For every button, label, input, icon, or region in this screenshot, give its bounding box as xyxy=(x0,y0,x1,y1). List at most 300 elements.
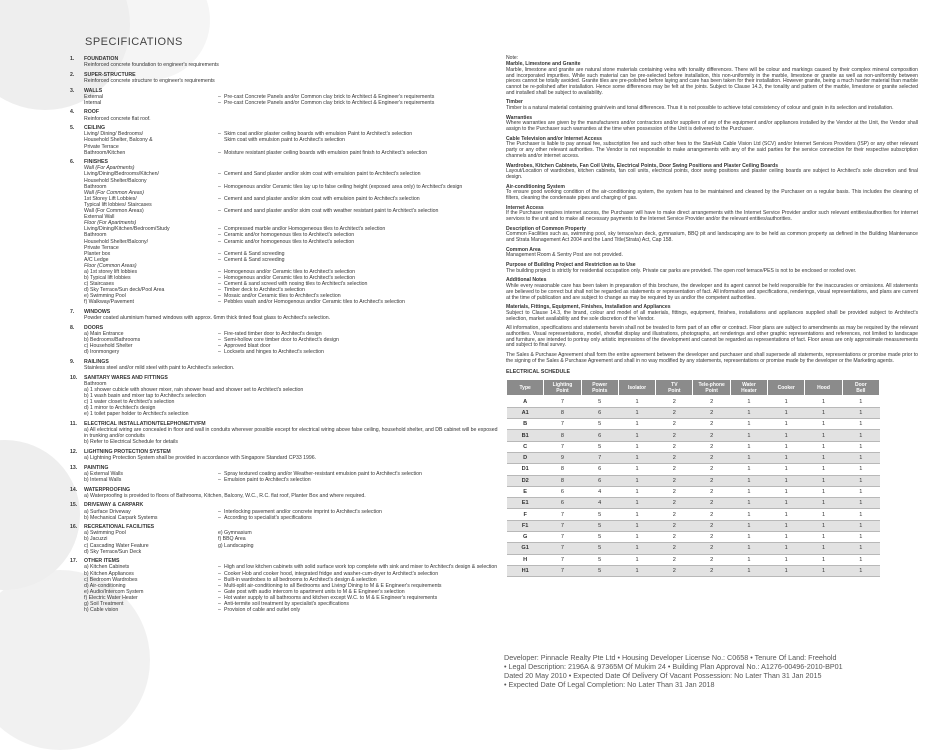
dash-separator: – xyxy=(218,582,221,589)
table-cell: 2 xyxy=(656,430,693,441)
table-header-cell: Hood xyxy=(805,380,842,396)
spec-row-label: 1st Storey Lift Lobbies/ Typical lift lobbies/ Staircases xyxy=(84,195,152,208)
note-text: All information, specifications and statements herein shall not be treated to form part of an offer or contract. Floor plans are subject to amendments as may be required by the relevant authorities. Visual representations, model, showflat display and illustrations, photographs, art renderings and other graphic representations and references, not limited to landscape and furniture, are intended to portray only artistic impressions of the development and cannot be regarded as representations of fact. Floor areas are only approximate measurements and subject to final survey. xyxy=(506,324,918,349)
spec-row-label: f) Walkway/Pavement xyxy=(84,299,134,306)
spec-row-label: External xyxy=(84,93,104,100)
table-row xyxy=(507,486,880,497)
table-cell: A1 xyxy=(507,407,544,418)
table-cell: 1 xyxy=(805,565,842,576)
table-cell: 1 xyxy=(842,407,879,418)
note-block xyxy=(506,185,918,203)
table-header-row xyxy=(507,380,880,396)
table-cell: 7 xyxy=(544,543,581,554)
spec-number: 13. xyxy=(70,464,78,471)
spec-row-label: Living/Dining/Kitchen/Bedroom/Study xyxy=(84,226,170,233)
note-text: The building project is strictly for residential occupation only. Private car parks are provided. The open roof terrace/PES is not to be enclosed or roofed over. xyxy=(506,267,857,274)
table-cell: 7 xyxy=(544,554,581,565)
spec-row-description: High and low kitchen cabinets with solid surface work top complete with sink and mixer to Architect's design & selection xyxy=(224,564,498,571)
table-cell: 1 xyxy=(842,532,879,543)
dash-separator: – xyxy=(218,299,221,306)
spec-text: a) All electrical wiring are concealed in floor and wall in conduits wherever possible except for electrical wiring above false ceiling, household shelter, and DB cabinet will be exposed in trunking and/or conduits b) Refer to Electrical Schedule for details xyxy=(84,427,498,446)
table-cell: B xyxy=(507,419,544,430)
dash-separator: – xyxy=(218,514,221,521)
facility-item: e) Gymnasium xyxy=(218,530,252,537)
spec-row xyxy=(84,239,498,251)
table-cell: 1 xyxy=(768,498,805,509)
table-row xyxy=(507,475,880,486)
spec-row-description: Ceramic and/or homogenous tiles to Architect's selection xyxy=(224,232,355,239)
table-cell: 5 xyxy=(581,532,618,543)
spec-row-label: g) Soil Treatment xyxy=(84,601,124,607)
table-row xyxy=(507,464,880,475)
dash-separator: – xyxy=(218,470,221,477)
table-cell: 1 xyxy=(842,430,879,441)
spec-row-description: Pebbles wash and/or Homogenous and/or Ceramic tiles to Architect's selection xyxy=(224,299,405,306)
facility-item: g) Landscaping xyxy=(218,542,254,549)
spec-row xyxy=(84,131,498,149)
spec-text: Reinforced concrete flat roof. xyxy=(84,115,151,122)
spec-section xyxy=(70,56,498,68)
spec-row-label: c) Staircases xyxy=(84,281,114,288)
table-cell: 2 xyxy=(656,498,693,509)
table-cell: 1 xyxy=(842,464,879,475)
spec-heading: ELECTRICAL INSTALLATION/TELEPHONE/TV/FM xyxy=(84,421,206,427)
dash-separator: – xyxy=(218,238,221,245)
spec-row-label: b) Bedrooms/Bathrooms xyxy=(84,337,141,344)
table-cell: 2 xyxy=(656,543,693,554)
table-cell: 1 xyxy=(618,486,655,497)
table-cell: 5 xyxy=(581,520,618,531)
dash-separator: – xyxy=(218,232,221,239)
footer-legal-text xyxy=(504,654,934,690)
table-cell: 2 xyxy=(656,486,693,497)
spec-body xyxy=(84,109,498,121)
table-row xyxy=(507,498,880,509)
spec-heading: CEILING xyxy=(84,125,106,132)
table-cell: 2 xyxy=(693,396,730,407)
table-cell: 1 xyxy=(618,441,655,452)
spec-heading: PAINTING xyxy=(84,464,109,471)
spec-section xyxy=(70,109,498,121)
table-cell: E1 xyxy=(507,498,544,509)
dash-separator: – xyxy=(218,570,221,577)
table-cell: 1 xyxy=(805,419,842,430)
spec-row-description: Interlocking pavement and/or concrete imprint to Architect's selection xyxy=(224,508,382,515)
table-cell: 1 xyxy=(768,543,805,554)
table-cell: 1 xyxy=(618,407,655,418)
note-block xyxy=(506,248,918,260)
spec-text: a) Waterproofing is provided to floors of Bathrooms, Kitchen, Balcony, W.C., R.C. flat roof, Planter Box and where required. xyxy=(84,492,366,499)
spec-section xyxy=(70,359,498,371)
spec-section xyxy=(70,421,498,445)
note-heading: Air-conditioning System xyxy=(506,183,565,190)
spec-row-label: Floor (Common Areas) xyxy=(84,262,137,269)
dash-separator: – xyxy=(218,275,221,282)
facility-item: d) Sky Terrace/Sun Deck xyxy=(84,548,142,555)
spec-heading: FOUNDATION xyxy=(84,56,119,62)
spec-number: 5. xyxy=(70,125,75,132)
note-text: Common Facilities such as, swimming pool, sky terrace/sun deck, gymnasium, BBQ pit and landscaping are to be held as common property as defined in the Building Maintenance and Strata Management Act 2004 and the Land Title(Strata) Act, Cap 158. xyxy=(506,231,918,244)
table-cell: 1 xyxy=(805,452,842,463)
specifications-list xyxy=(70,56,498,617)
table-cell: 6 xyxy=(581,475,618,486)
dash-separator: – xyxy=(218,293,221,300)
facility-item: f) BBQ Area xyxy=(218,536,246,543)
dash-separator: – xyxy=(218,331,221,337)
table-cell: 2 xyxy=(693,532,730,543)
table-cell: 1 xyxy=(768,520,805,531)
table-cell: 1 xyxy=(730,430,767,441)
spec-row-description: Homogenous and/or Ceramic tiles to Architect's selection xyxy=(224,275,356,282)
table-cell: 8 xyxy=(544,464,581,475)
table-header-cell: Water Heater xyxy=(730,380,767,396)
spec-row-label: Bathroom xyxy=(84,232,107,239)
note-block xyxy=(506,278,918,301)
spec-row-description: Compressed marble and/or Homogeneous tiles to Architect's selection xyxy=(224,226,386,233)
table-cell: 6 xyxy=(581,407,618,418)
table-cell: 1 xyxy=(730,475,767,486)
table-cell: 1 xyxy=(805,464,842,475)
spec-row-label: b) Kitchen Appliances xyxy=(84,570,134,577)
table-cell: 5 xyxy=(581,543,618,554)
spec-row-description: Gate post with audio intercom to apartment units to M & E Engineer's selection xyxy=(224,588,405,595)
table-cell: 2 xyxy=(693,407,730,418)
table-cell: 1 xyxy=(768,396,805,407)
table-cell: 1 xyxy=(842,509,879,520)
table-cell: 1 xyxy=(618,532,655,543)
table-cell: 2 xyxy=(693,430,730,441)
spec-row-description: Provision of cable and outlet only xyxy=(224,607,301,614)
note-heading: Additional Notes xyxy=(506,277,547,283)
dash-separator: – xyxy=(218,171,221,178)
table-cell: 8 xyxy=(544,430,581,441)
spec-section xyxy=(70,465,498,483)
dash-separator: – xyxy=(218,564,221,571)
note-heading: Materials, Fittings, Equipment, Finishes, Installation and Appliances xyxy=(506,303,671,310)
spec-body xyxy=(84,309,498,321)
table-cell: 7 xyxy=(544,509,581,520)
spec-number: 11. xyxy=(70,421,77,427)
spec-section xyxy=(70,72,498,84)
table-cell: 1 xyxy=(730,407,767,418)
table-row xyxy=(507,441,880,452)
table-cell: 2 xyxy=(656,452,693,463)
spec-body xyxy=(84,359,498,371)
spec-section xyxy=(70,159,498,305)
spec-row-description: Emulsion paint to Architect's selection xyxy=(224,476,311,483)
spec-row-label: h) Cable vision xyxy=(84,607,119,614)
spec-body xyxy=(84,375,498,418)
table-cell: 1 xyxy=(730,498,767,509)
table-cell: 6 xyxy=(544,498,581,509)
spec-row-description: Locksets and hinges to Architect's selection xyxy=(224,349,324,356)
table-cell: 1 xyxy=(842,419,879,430)
table-row xyxy=(507,532,880,543)
table-cell: 1 xyxy=(618,475,655,486)
table-header-cell: Cooker xyxy=(768,380,805,396)
dash-separator: – xyxy=(218,476,221,483)
table-cell: 2 xyxy=(693,475,730,486)
spec-row-label: Internal xyxy=(84,99,102,106)
table-cell: 1 xyxy=(618,554,655,565)
spec-section xyxy=(70,558,498,613)
footer-line: Developer: Pinnacle Realty Pte Ltd • Housing Developer License No.: C0658 • Tenure Of Land: Freehold xyxy=(504,653,837,662)
spec-section xyxy=(70,325,498,355)
table-cell: 1 xyxy=(842,475,879,486)
page-title: SPECIFICATIONS xyxy=(85,36,183,48)
table-cell: 2 xyxy=(656,407,693,418)
table-cell: 1 xyxy=(842,441,879,452)
dash-separator: – xyxy=(218,349,221,356)
note-text: Timber is a natural material containing grain/vein and tonal differences. Thus it is not possible to achieve total consistency of colour and grain in its selection and installation. xyxy=(506,105,894,112)
spec-body xyxy=(84,421,498,445)
dash-separator: – xyxy=(218,508,221,515)
spec-body xyxy=(84,502,498,520)
table-cell: 2 xyxy=(693,441,730,452)
spec-row-label: a) Kitchen Cabinets xyxy=(84,564,130,571)
note-block xyxy=(506,206,918,224)
table-cell: 2 xyxy=(693,452,730,463)
facilities-column xyxy=(84,530,218,554)
spec-section xyxy=(70,487,498,499)
table-cell: 1 xyxy=(768,407,805,418)
spec-row xyxy=(84,515,498,521)
table-cell: 7 xyxy=(544,396,581,407)
table-cell: 7 xyxy=(544,520,581,531)
table-cell: 1 xyxy=(805,498,842,509)
spec-row-label: a) 1st storey lift lobbies xyxy=(84,268,138,275)
dash-separator: – xyxy=(218,183,221,190)
table-cell: 1 xyxy=(730,532,767,543)
table-cell: 1 xyxy=(730,543,767,554)
table-cell: 1 xyxy=(842,543,879,554)
spec-row-description: Moisture resistant plaster ceiling boards with emulsion paint finish to Architect's selection xyxy=(224,149,428,156)
table-cell: 1 xyxy=(730,565,767,576)
table-cell: G1 xyxy=(507,543,544,554)
spec-row-label: b) Mechanical Carpark Systems xyxy=(84,514,158,521)
spec-body xyxy=(84,449,498,461)
dash-separator: – xyxy=(218,594,221,601)
note-text: Subject to Clause 14.3, the brand, colour and model of all materials, fittings, equipment, finishes, installations and appliances supplied shall be provided subject to Architect's selection, market availability and the sole discretion of the Vendor. xyxy=(506,309,918,322)
dash-separator: – xyxy=(218,268,221,275)
spec-number: 3. xyxy=(70,87,75,94)
spec-row-description: Built-in wardrobes to all bedrooms to Architect's design & selection xyxy=(224,576,377,583)
table-cell: 1 xyxy=(730,464,767,475)
table-header-cell: Power Points xyxy=(581,380,618,396)
table-cell: 5 xyxy=(581,441,618,452)
note-text: To ensure good working condition of the air-conditioning system, the system has to be maintained and cleaned by the Purchaser on a regular basis. This includes the cleaning of filters, cleaning the condensate pipes and charging of gas. xyxy=(506,189,918,202)
table-cell: D xyxy=(507,452,544,463)
spec-row-description: Homogenous and/or Ceramic tiles lay up to false ceiling height (exposed area only) to Architect's design xyxy=(224,183,463,190)
spec-number: 1. xyxy=(70,56,75,62)
spec-row-description: Multi-split air-conditioning to all Bedrooms and Living/ Dining to M & E Engineer's requirements xyxy=(224,582,442,589)
note-text: The Sales & Purchase Agreement shall form the entire agreement between the developer and purchaser and shall supersede all statements, representations or promise made prior to the signing of the Sales & Purchase Agreement and shall in no way modified by any statements, representations or promise made by the developer or the Marketing agents. xyxy=(506,351,918,364)
spec-heading: DRIVEWAY & CARPARK xyxy=(84,502,144,509)
spec-section xyxy=(70,88,498,106)
spec-row-label: Wall (For Common Areas) External Wall xyxy=(84,208,144,221)
spec-text: Reinforced concrete structure to engineer's requirements xyxy=(84,77,215,84)
dash-separator: – xyxy=(218,607,221,614)
table-cell: 1 xyxy=(805,532,842,543)
spec-row-label: b) Internal Walls xyxy=(84,476,122,483)
spec-heading: RECREATIONAL FACILITIES xyxy=(84,524,155,531)
spec-row xyxy=(84,100,498,106)
dash-separator: – xyxy=(218,287,221,294)
dash-separator: – xyxy=(218,281,221,288)
table-cell: 9 xyxy=(544,452,581,463)
spec-section xyxy=(70,375,498,418)
table-cell: 2 xyxy=(693,464,730,475)
table-cell: 2 xyxy=(693,498,730,509)
table-cell: 2 xyxy=(656,554,693,565)
dash-separator: – xyxy=(218,337,221,344)
electrical-schedule-title: ELECTRICAL SCHEDULE xyxy=(506,369,571,376)
spec-row-label: b) Typical lift lobbies xyxy=(84,275,131,282)
table-cell: 1 xyxy=(805,520,842,531)
table-cell: 1 xyxy=(730,554,767,565)
table-cell: 1 xyxy=(618,509,655,520)
table-cell: 1 xyxy=(805,509,842,520)
table-cell: 1 xyxy=(768,452,805,463)
table-cell: 2 xyxy=(656,509,693,520)
spec-row xyxy=(84,196,498,208)
table-cell: 1 xyxy=(768,430,805,441)
note-heading: Wardrobes, Kitchen Cabinets, Fan Coil Units, Electrical Points, Door Swing Positions and Plaster Ceiling Boards xyxy=(506,162,779,169)
table-cell: H1 xyxy=(507,565,544,576)
table-cell: 1 xyxy=(768,419,805,430)
table-cell: 1 xyxy=(768,565,805,576)
spec-number: 4. xyxy=(70,109,75,116)
spec-row xyxy=(84,477,498,483)
table-cell: 1 xyxy=(618,430,655,441)
table-cell: 1 xyxy=(618,520,655,531)
table-cell: 1 xyxy=(730,509,767,520)
table-cell: 8 xyxy=(544,475,581,486)
table-cell: 1 xyxy=(768,441,805,452)
note-block xyxy=(506,227,918,245)
table-cell: 1 xyxy=(805,543,842,554)
dash-separator: – xyxy=(218,195,221,202)
table-row xyxy=(507,565,880,576)
spec-body xyxy=(84,487,498,499)
table-cell: 1 xyxy=(768,509,805,520)
spec-row-description: Spray textured coating and/or Weather-resistant emulsion paint to Architect's selection xyxy=(224,470,422,477)
facility-item: c) Cascading Water Feature xyxy=(84,542,149,549)
table-cell: 1 xyxy=(768,464,805,475)
facilities-grid xyxy=(84,530,498,554)
spec-row-label: d) Ironmongery xyxy=(84,349,120,356)
table-cell: 1 xyxy=(842,520,879,531)
table-header-cell: TV Point xyxy=(656,380,693,396)
spec-row-label: Bathroom/Kitchen xyxy=(84,149,126,156)
table-cell: 1 xyxy=(842,486,879,497)
spec-row-description: Skim coat and/or plaster ceiling boards with emulsion Paint to Architect's selection Skim coat with emulsion paint to Architect's selection xyxy=(224,131,413,144)
table-cell: 2 xyxy=(656,464,693,475)
table-header-cell: Type xyxy=(507,380,544,396)
table-cell: 1 xyxy=(842,498,879,509)
spec-row-label: Floor (For Apartments) xyxy=(84,220,137,227)
table-cell: 1 xyxy=(618,543,655,554)
table-cell: 1 xyxy=(842,452,879,463)
table-cell: 1 xyxy=(805,407,842,418)
dash-separator: – xyxy=(218,208,221,215)
spec-text: Bathroom a) 1 shower cubicle with shower mixer, rain shower head and shower set to Architect's selection b) 1 wash basin and mixer tap to Architect's selection c) 1 water closet to Architect's selection d) 1 mirror to Architect's design e) 1 toilet paper holder to Architect's selection xyxy=(84,380,304,418)
table-cell: 5 xyxy=(581,396,618,407)
spec-row-label: Bathroom xyxy=(84,183,107,190)
table-cell: 1 xyxy=(805,554,842,565)
spec-body xyxy=(84,125,498,155)
spec-body xyxy=(84,465,498,483)
table-row xyxy=(507,452,880,463)
table-cell: 1 xyxy=(805,475,842,486)
spec-row xyxy=(84,607,498,613)
table-row xyxy=(507,407,880,418)
table-cell: D2 xyxy=(507,475,544,486)
note-heading: Description of Common Property xyxy=(506,225,587,232)
spec-row-label: Household Shelter/Balcony/ Private Terrace xyxy=(84,238,149,251)
spec-text: Reinforced concrete foundation to engineer's requirements xyxy=(84,62,219,69)
spec-number: 15. xyxy=(70,502,78,509)
table-cell: 1 xyxy=(842,565,879,576)
spec-row xyxy=(84,171,498,183)
table-cell: 2 xyxy=(656,532,693,543)
table-cell: A xyxy=(507,396,544,407)
table-row xyxy=(507,396,880,407)
table-cell: B1 xyxy=(507,430,544,441)
spec-section xyxy=(70,125,498,155)
table-cell: 2 xyxy=(693,554,730,565)
table-cell: 5 xyxy=(581,419,618,430)
table-row xyxy=(507,543,880,554)
table-cell: 2 xyxy=(693,543,730,554)
spec-row-label: a) Surface Driveway xyxy=(84,508,131,515)
table-header-cell: Isolator xyxy=(618,380,655,396)
spec-body xyxy=(84,159,498,305)
table-cell: 2 xyxy=(656,565,693,576)
table-cell: 2 xyxy=(656,520,693,531)
facilities-column xyxy=(218,530,352,554)
notes-column xyxy=(506,56,918,577)
table-cell: 2 xyxy=(693,520,730,531)
spec-section xyxy=(70,524,498,554)
spec-row-description: Fire-rated timber door to Architect's design xyxy=(224,331,322,337)
note-heading: Marble, Limestone and Granite xyxy=(506,60,581,67)
table-cell: 7 xyxy=(544,532,581,543)
spec-row-description: According to specialist's specifications xyxy=(224,514,312,521)
footer-line: • Expected Date Of Legal Completion: No Later Than 31 Jan 2018 xyxy=(504,679,715,689)
spec-heading: FINISHES xyxy=(84,159,108,166)
table-cell: 1 xyxy=(805,486,842,497)
table-cell: 6 xyxy=(581,430,618,441)
spec-heading: WINDOWS xyxy=(84,309,111,316)
table-cell: 1 xyxy=(842,554,879,565)
spec-body xyxy=(84,558,498,613)
spec-number: 17. xyxy=(70,558,78,565)
note-block xyxy=(506,116,918,134)
spec-row-description: Timber deck to Architect's selection xyxy=(224,287,305,294)
spec-row-description: Semi-hollow core timber door to Architect's design xyxy=(224,337,339,344)
spec-row xyxy=(84,208,498,220)
table-cell: 5 xyxy=(581,509,618,520)
spec-row-label: c) Household Shelter xyxy=(84,343,133,350)
table-cell: 1 xyxy=(768,554,805,565)
table-cell: 7 xyxy=(544,565,581,576)
table-cell: 6 xyxy=(581,464,618,475)
spec-number: 16. xyxy=(70,524,78,531)
spec-number: 9. xyxy=(70,358,75,365)
spec-row xyxy=(84,150,498,156)
spec-number: 2. xyxy=(70,71,75,78)
